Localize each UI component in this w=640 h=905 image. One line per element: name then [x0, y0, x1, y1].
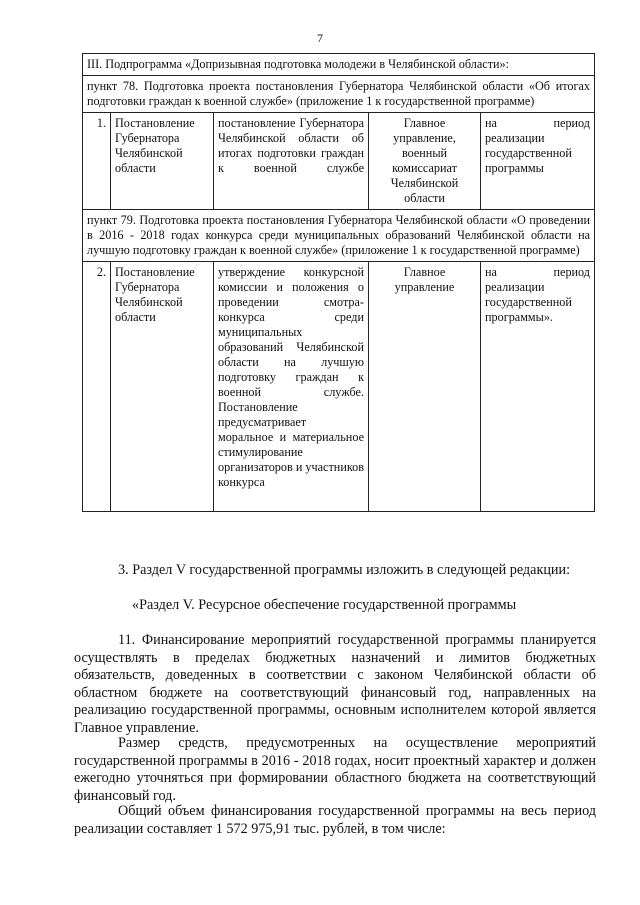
period-cell: на период реализации государственной программы	[481, 113, 595, 210]
row-number: 1.	[83, 113, 111, 210]
executor-cell: Главное управление, военный комиссариат Челябинской области	[369, 113, 481, 210]
funds-paragraph-text: Размер средств, предусмотренных на осуществление мероприятий государственной программы в 2016 - 2018 годах, носит проектный характер и должен ежегодно уточняться при формировании областного бюджета на соответствующий финансовый год.	[74, 735, 596, 804]
document-type-cell: Постановление Губернатора Челябинской области	[111, 113, 214, 210]
table-row-point-79	[83, 210, 595, 262]
point-79-text: пункт 79. Подготовка проекта постановления Губернатора Челябинской области «О проведении в 2016 - 2018 годах конкурса среди муниципальных образований Челябинской области на лучшую подготовку граждан к военной службе» (приложение 1 к государственной программе)	[83, 210, 595, 262]
row-number: 2.	[83, 262, 111, 512]
executor-cell: Главное управление	[369, 262, 481, 512]
total-funding-text: Общий объем финансирования государственной программы на весь период реализации составляет 1 572 975,91 тыс. рублей, в том числе:	[74, 803, 596, 837]
table-row	[83, 113, 595, 210]
section-title-text: «Раздел V. Ресурсное обеспечение государственной программы	[132, 597, 517, 613]
section-title	[74, 597, 596, 615]
table-row	[83, 262, 595, 512]
paragraph-11-text: 11. Финансирование мероприятий государственной программы планируется осуществлять в пределах бюджетных назначений и лимитов бюджетных обязательств, доведенных в соответствии с законом Челябинской области об областном бюджете на соответствующий финансовый год, направленных на реализацию государственной программы, основным исполнителем которой является Главное управление.	[74, 632, 596, 736]
measures-table	[82, 53, 595, 512]
document-content-cell: постановление Губернатора Челябинской области об итогах подготовки граждан к военной службе	[214, 113, 369, 210]
document-type-cell: Постановление Губернатора Челябинской области	[111, 262, 214, 512]
amendment-paragraph	[74, 562, 596, 580]
page-number: 7	[317, 31, 323, 45]
table-row-section-header	[83, 54, 595, 76]
total-funding-paragraph	[74, 803, 596, 838]
subprogram-header: III. Подпрограмма «Допризывная подготовка молодежи в Челябинской области»:	[83, 54, 595, 76]
document-content-cell: утверждение конкурсной комиссии и положения о проведении смотра-конкурса среди муниципальных образований Челябинской области на лучшую подготовку граждан к военной службе. Постановление предусматривает моральное и материальное стимулирование организаторов и участников конкурса	[214, 262, 369, 512]
funds-paragraph	[74, 735, 596, 805]
amendment-text: 3. Раздел V государственной программы изложить в следующей редакции:	[118, 562, 571, 578]
point-78-text: пункт 78. Подготовка проекта постановления Губернатора Челябинской области «Об итогах подготовки граждан к военной службе» (приложение 1 к государственной программе)	[83, 76, 595, 113]
period-cell: на период реализации государственной программы».	[481, 262, 595, 512]
paragraph-11	[74, 632, 596, 737]
table-row-point-78	[83, 76, 595, 113]
